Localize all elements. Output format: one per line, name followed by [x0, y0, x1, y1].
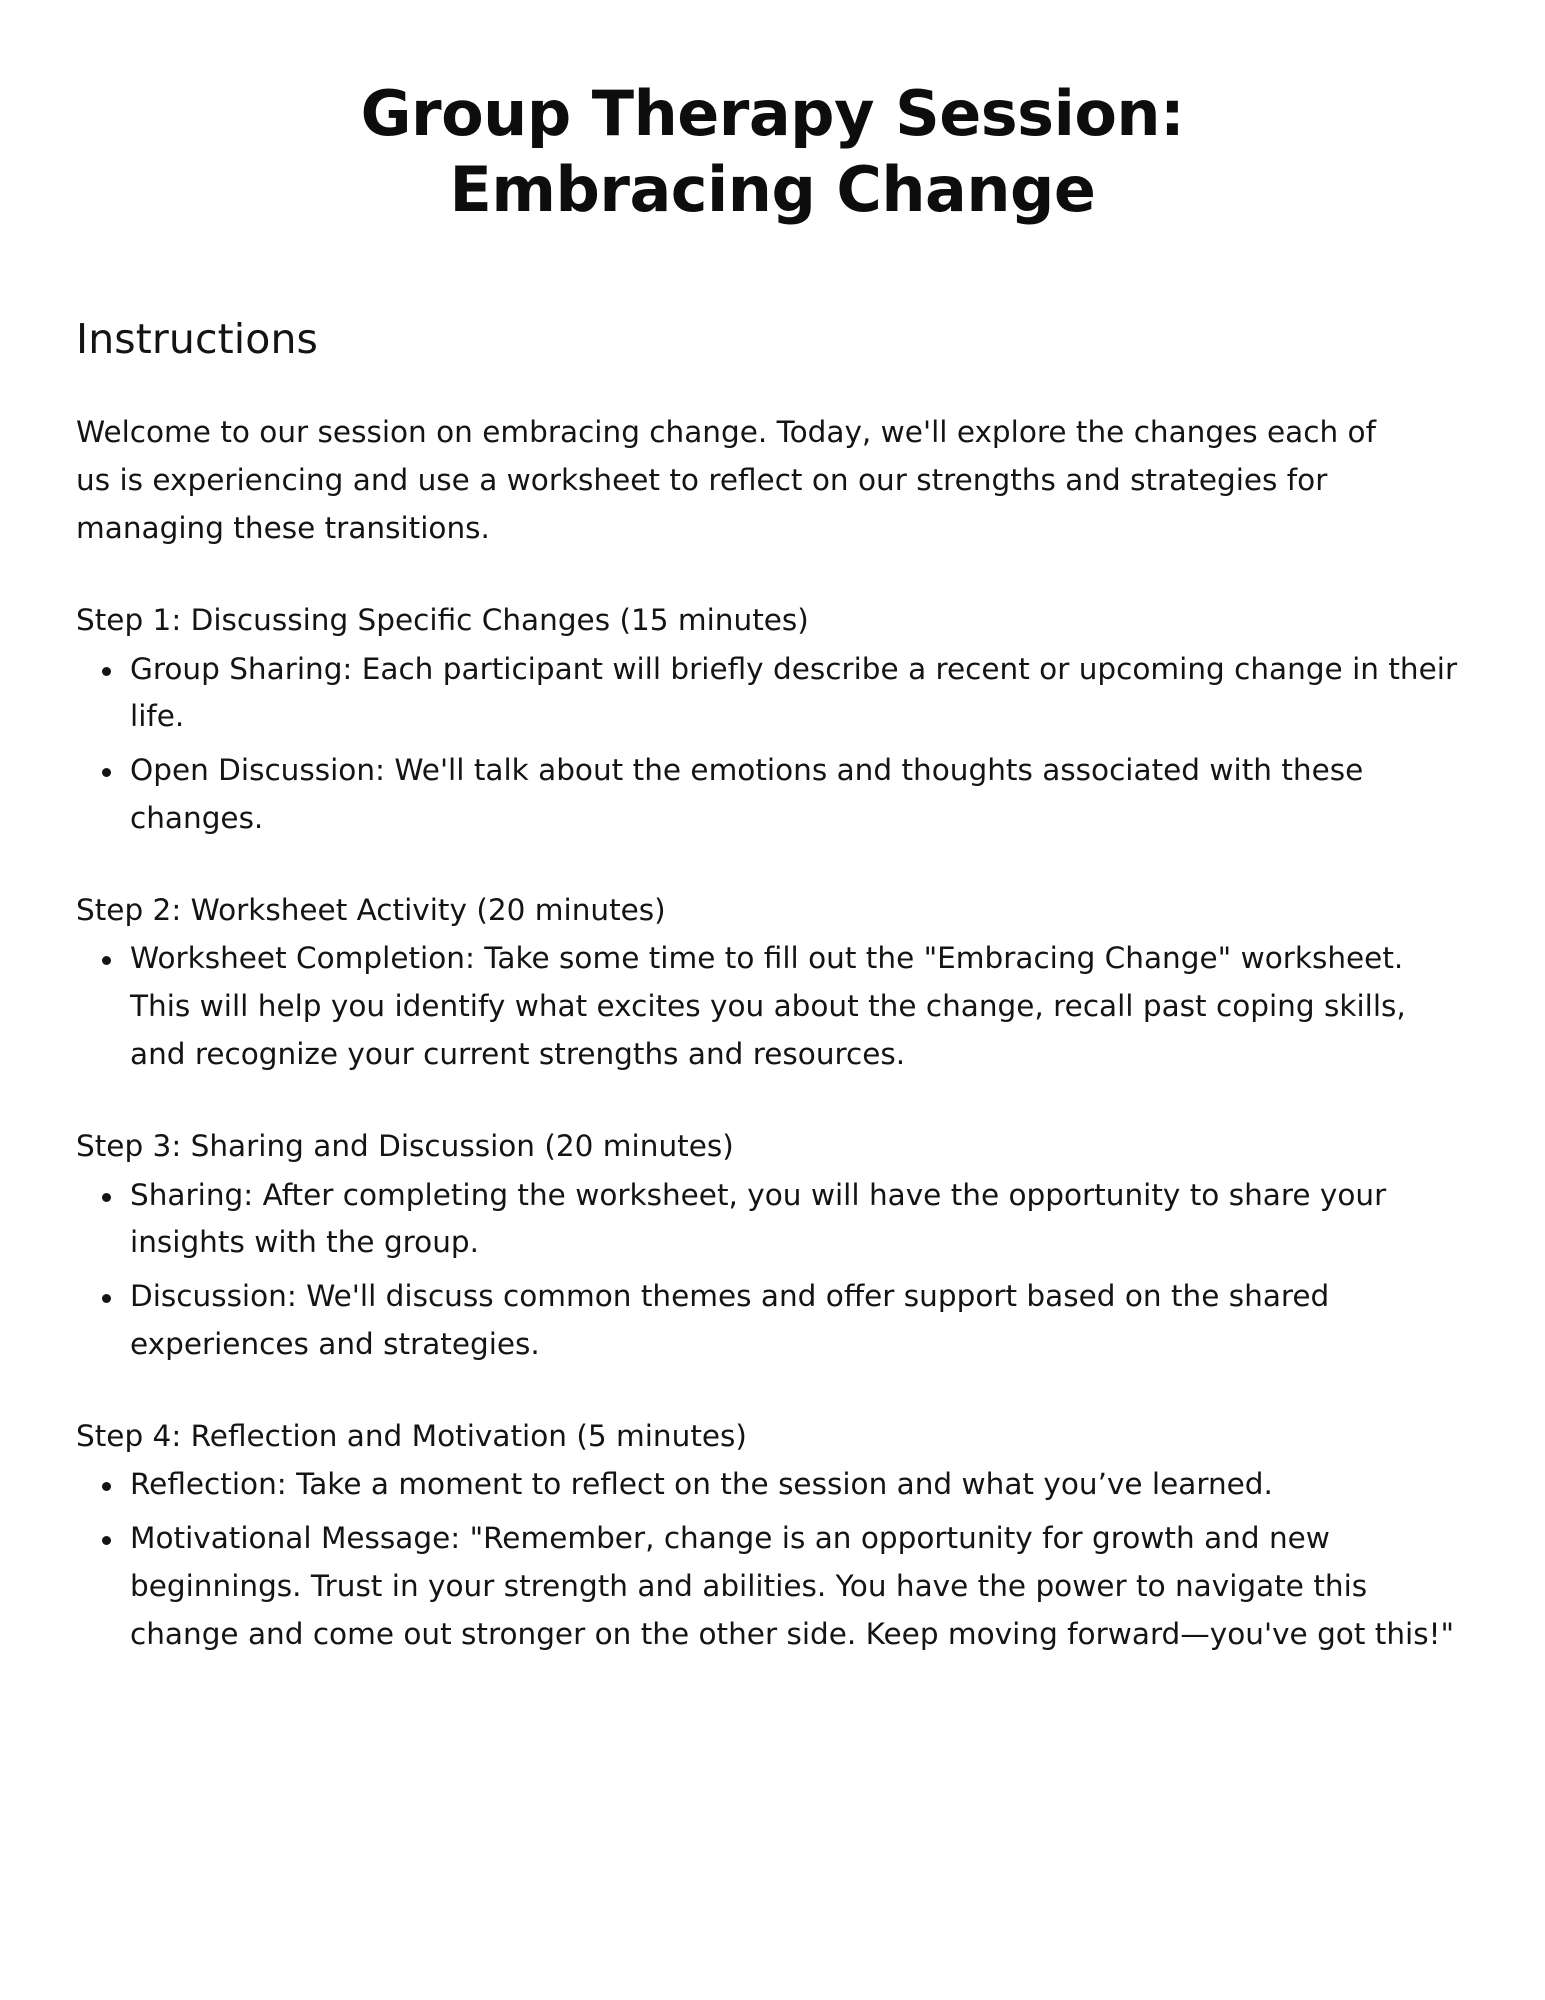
step-heading-3: Step 3: Sharing and Discussion (20 minutes) — [76, 1128, 734, 1163]
list-item: Worksheet Completion: Take some time to fill out the "Embracing Change" worksheet. This will help you identify what excites you about the change, recall past coping skills, and recognize your current strengths and resources. — [76, 935, 1469, 1078]
list-item: Open Discussion: We'll talk about the emotions and thoughts associated with these changes. — [76, 747, 1469, 843]
step-bullets-3 — [76, 1172, 1469, 1369]
list-item: Motivational Message: "Remember, change is an opportunity for growth and new beginnings. Trust in your strength and abilities. You have the power to navigate this change and come out stronger on the other side. Keep moving forward—you've got this!" — [76, 1515, 1469, 1658]
step-heading-4: Step 4: Reflection and Motivation (5 minutes) — [76, 1418, 747, 1453]
list-item: Discussion: We'll discuss common themes and offer support based on the shared experiences and strategies. — [76, 1273, 1469, 1369]
intro-paragraph: Welcome to our session on embracing change. Today, we'll explore the changes each of us is experiencing and use a worksheet to reflect on our strengths and strategies for managing these transitions. — [76, 415, 1376, 545]
page-title — [76, 76, 1469, 227]
page-title-line-1: Group Therapy Session: — [360, 77, 1185, 150]
step-block-3 — [76, 1125, 1469, 1369]
page-title-line-2: Embracing Change — [449, 152, 1096, 226]
step-bullets-1 — [76, 646, 1469, 843]
list-item: Reflection: Take a moment to reflect on the session and what you’ve learned. — [76, 1461, 1469, 1509]
step-bullets-4 — [76, 1461, 1469, 1658]
list-item: Sharing: After completing the worksheet, you will have the opportunity to share your insights with the group. — [76, 1172, 1469, 1268]
step-block-1 — [76, 599, 1469, 843]
step-block-4 — [76, 1415, 1469, 1659]
list-item: Group Sharing: Each participant will briefly describe a recent or upcoming change in their life. — [76, 646, 1469, 742]
step-heading-2: Step 2: Worksheet Activity (20 minutes) — [76, 892, 666, 927]
step-block-2 — [76, 889, 1469, 1079]
step-heading-1: Step 1: Discussing Specific Changes (15 minutes) — [76, 602, 809, 637]
section-heading-instructions: Instructions — [76, 315, 318, 364]
step-bullets-2 — [76, 935, 1469, 1078]
